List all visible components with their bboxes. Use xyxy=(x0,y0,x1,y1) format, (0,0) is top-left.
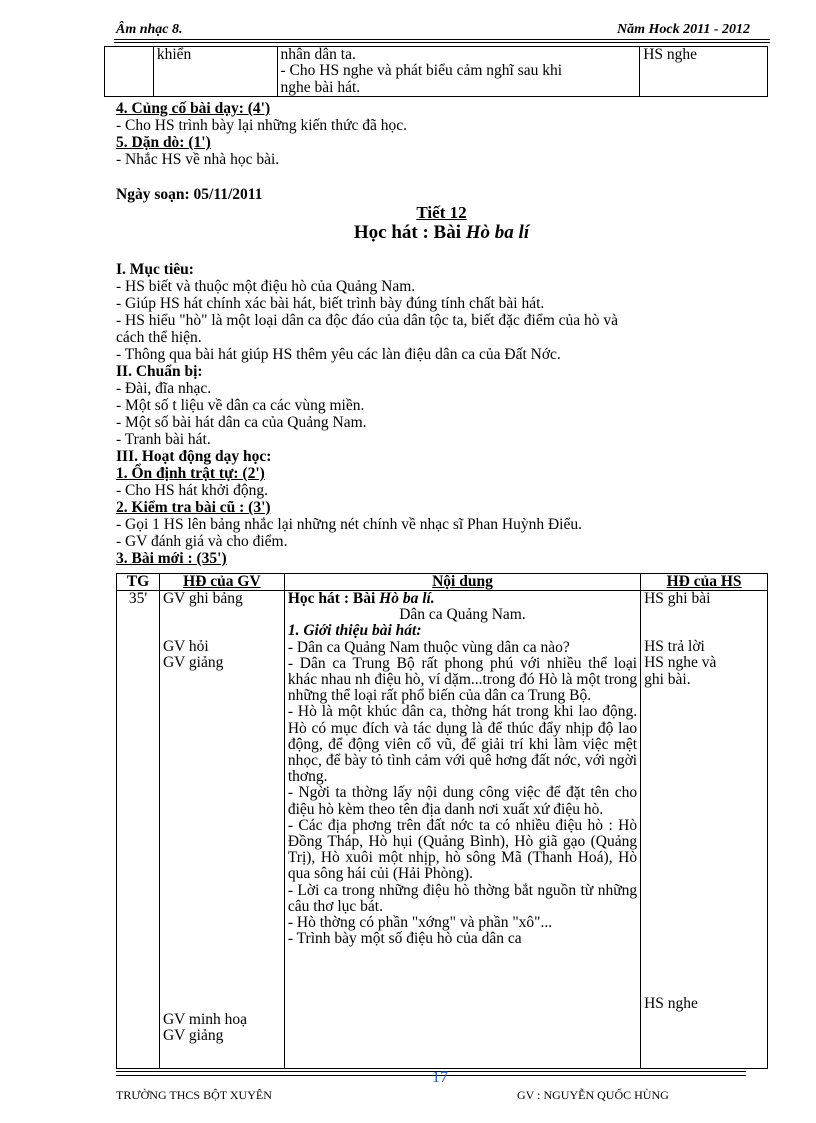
lesson-number: Tiết 12 xyxy=(416,203,467,222)
section4-title: 4. Củng cố bài dạy: (4') xyxy=(116,100,271,117)
content-paragraph: - Hò là một khúc dân ca, thờng hát trong khi lao động. Hò có mục đích và tác dụng là để thúc đẩy nhịp độ lao động, để động viên cổ vũ, để giải trí khi làm việc mệt nhọc, để bày tỏ tình cảm với quê hơng đất nớc, với ngời thơng. xyxy=(287,703,638,786)
lesson-title: Học hát : Bài Hò ba lí xyxy=(353,222,530,243)
page-number: 17 xyxy=(432,1069,448,1086)
continued-activity-table xyxy=(104,46,768,97)
content-paragraph: - Lời ca trong những điệu hò thờng bắt nguồn từ những câu thơ lục bát. xyxy=(287,881,638,915)
preparation-line: - Tranh bài hát. xyxy=(116,431,211,448)
prep-date: Ngày soạn: 05/11/2011 xyxy=(116,186,263,203)
preparation-line: - Một số bài hát dân ca của Quảng Nam. xyxy=(116,414,367,431)
section4-line: - Cho HS trình bày lại những kiến thức đã học. xyxy=(116,117,408,134)
header-school-year: Năm Hock 2011 - 2012 xyxy=(617,22,750,37)
footer-rule-double xyxy=(116,1075,746,1076)
objective-line: - Thông qua bài hát giúp HS thêm yêu các làn điệu dân ca của Đất Nớc. xyxy=(116,346,561,363)
objective-line: cách thể hiện. xyxy=(116,329,202,346)
preparation-line: - Một số t liệu về dân ca các vùng miền. xyxy=(116,397,365,414)
section1-title: 1. Ổn định trật tự: (2') xyxy=(116,465,265,482)
content-paragraph: - Các địa phơng trên đất nớc ta có nhiều điệu hò : Hò Đồng Tháp, Hò hụi (Quảng Bình), Hò giã gạo (Quảng Trị), Hò xuôi một nhịp, hò sông Mã (Thanh Hoá), Hò qua sông hái củi (Hải Phòng). xyxy=(287,816,638,883)
tg-cell xyxy=(105,47,154,97)
activities-heading: III. Hoạt động dạy học: xyxy=(116,448,272,465)
section2-line: - GV đánh giá và cho điểm. xyxy=(116,533,288,550)
gv-cell: khiển xyxy=(153,47,277,97)
hs-activity-cell: HS ghi bài HS trả lời HS nghe và ghi bài. HS nghe xyxy=(641,591,768,1069)
content-paragraph: - Ngời ta thờng lấy nội dung công việc để đặt tên cho điệu hò kèm theo tên địa danh nơi xuất xứ điệu hò. xyxy=(287,784,638,818)
content-paragraph: - Dân ca Quảng Nam thuộc vùng dân ca nào? xyxy=(287,638,570,656)
section5-line: - Nhắc HS về nhà học bài. xyxy=(116,151,280,168)
header-rule xyxy=(114,39,770,40)
section1-line: - Cho HS hát khởi động. xyxy=(116,482,269,499)
footer-school: TRƯỜNG THCS BỘT XUYÊN xyxy=(116,1088,272,1102)
tg-value: 35' xyxy=(117,591,160,1069)
column-header-gv: HĐ của GV xyxy=(159,574,284,591)
objective-line: - HS biết và thuộc một điệu hò của Quảng Nam. xyxy=(116,278,416,295)
consolidation-section xyxy=(116,100,407,168)
section3-title: 3. Bài mới : (35') xyxy=(116,550,227,567)
section2-line: - Gọi 1 HS lên bảng nhắc lại những nét chính về nhạc sĩ Phan Huỳnh Điểu. xyxy=(116,516,582,533)
header-rule-double xyxy=(114,42,770,43)
song-heading: Học hát : Bài Hò ba lí. xyxy=(287,590,435,607)
intro-heading: 1. Giới thiệu bài hát: xyxy=(287,622,422,640)
preparation-line: - Đài, đĩa nhạc. xyxy=(116,380,212,397)
content-cell xyxy=(284,591,640,1069)
content-paragraph: - Dân ca Trung Bộ rất phong phú với nhiều thể loại khác nhau nh điệu hò, ví dặm...trong đó Hò là một trong những thể loại rất phổ biến của dân ca Trung Bộ. xyxy=(287,654,638,705)
preparation-heading: II. Chuẩn bị: xyxy=(116,363,203,380)
song-origin: Dân ca Quảng Nam. xyxy=(399,606,526,624)
footer-teacher: GV : NGUYỄN QUỐC HÙNG xyxy=(517,1088,669,1102)
section2-title: 2. Kiểm tra bài cũ : (3') xyxy=(116,499,271,516)
header-subject: Âm nhạc 8. xyxy=(116,22,183,37)
lesson-body xyxy=(116,261,618,567)
section5-title: 5. Dặn dò: (1') xyxy=(116,134,211,151)
content-cell: nhân dân ta. - Cho HS nghe và phát biểu cảm nghĩ sau khi nghe bài hát. xyxy=(277,47,640,97)
gv-activity-cell: GV ghi bảng GV hỏi GV giảng GV minh hoạ GV giảng xyxy=(159,591,284,1069)
objectives-heading: I. Mục tiêu: xyxy=(116,261,194,278)
column-header-content: Nội dung xyxy=(284,574,640,591)
column-header-tg: TG xyxy=(117,574,160,591)
hs-cell: HS nghe xyxy=(640,47,768,97)
content-paragraph: - Hò thờng có phần "xớng" và phần "xô"... xyxy=(287,914,553,932)
objective-line: - Giúp HS hát chính xác bài hát, biết trình bày đúng tính chất bài hát. xyxy=(116,295,545,312)
footer-rule xyxy=(116,1071,746,1072)
column-header-hs: HĐ của HS xyxy=(641,574,768,591)
song-name: Hò ba lí xyxy=(465,222,530,243)
objective-line: - HS hiểu "hò" là một loại dân ca độc đáo của dân tộc ta, biết đặc điểm của hò và xyxy=(116,312,619,329)
lesson-activity-table xyxy=(116,573,768,1069)
content-paragraph: - Trình bày một số điệu hò của dân ca xyxy=(287,930,522,948)
